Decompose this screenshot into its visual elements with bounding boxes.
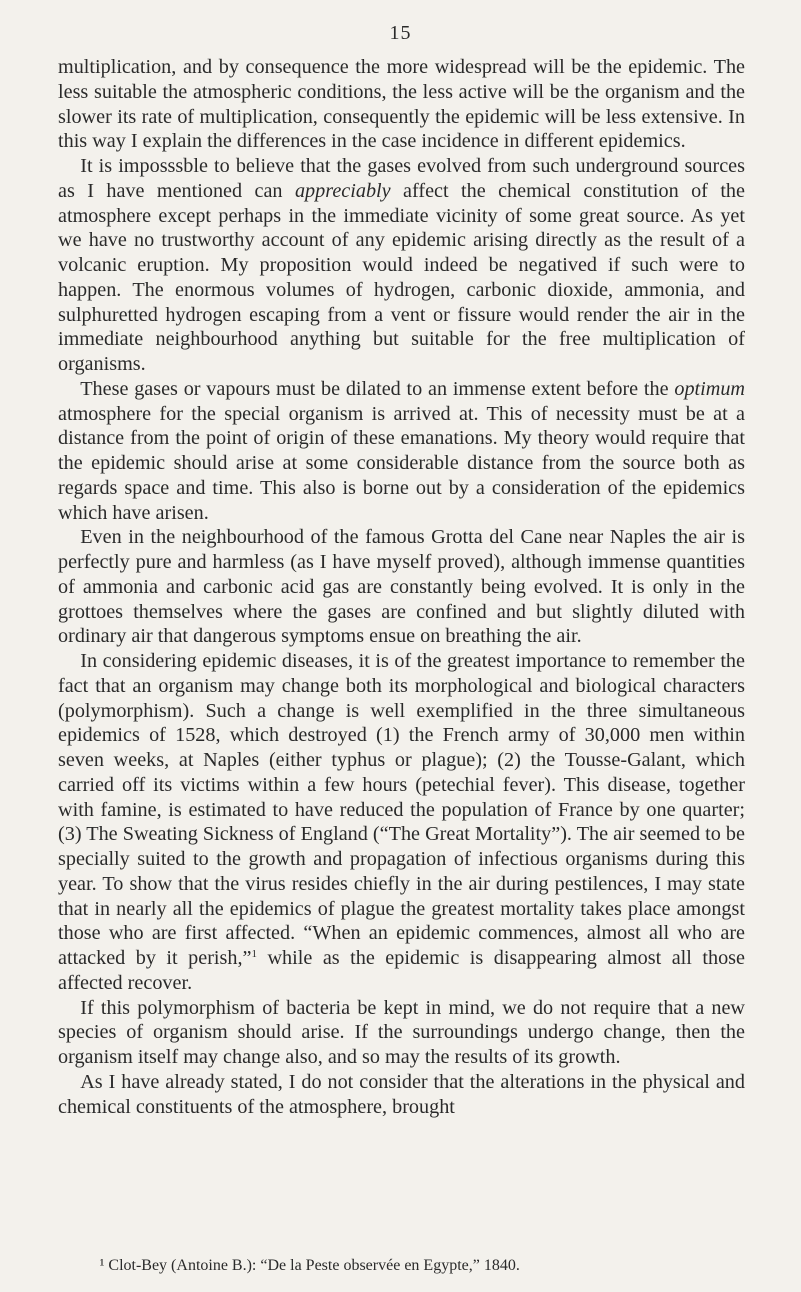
text-run: As I have already stated, I do not consider that the alterations in the physical and chemical constituents of the atmosphere, brought: [58, 1070, 745, 1118]
paragraph: [58, 649, 745, 996]
text-run: Even in the neighbourhood of the famous Grotta del Cane near Naples the air is perfectly pure and harmless (as I have myself proved), although immense quantities of ammonia and carbonic acid gas are constantly being evolved. It is only in the grottoes themselves where the gases are confined and but slightly diluted with ordinary air that dangerous symptoms ensue on breathing the air.: [58, 526, 745, 648]
text-run: These gases or vapours must be dilated to an immense extent before the: [80, 377, 675, 400]
text-run: In considering epidemic diseases, it is of the greatest importance to remember the fact that an organism may change both its morphological and biological characters (polymorphism). Such a change is well exemplified in the three simultaneous epidemics of 1528, which destroyed (1) the French army of 30,000 men within seven weeks, at Naples (either typhus or plague); (2) the Tousse-Galant, which carried off its victims within a few hours (petechial fever). This disease, together with famine, is estimated to have reduced the population of France by one quarter; (3) The Sweating Sickness of England (“The Great Mortality”). The air seemed to be specially suited to the growth and propagation of infectious organisms during this year. To show that the virus resides chiefly in the air during pestilences, I may state that in nearly all the epidemics of plague the greatest mortality takes place amongst those who are first affected. “When an epidemic commences, almost all who are attacked by it perish,”: [58, 650, 745, 969]
text-run: while as the epidemic is disappearing almost all those affected recover.: [58, 947, 745, 994]
paragraph: [58, 154, 745, 377]
paragraph: [58, 996, 745, 1070]
body-text: [58, 55, 745, 1119]
paragraph: [58, 1070, 745, 1120]
footnote: ¹ Clot-Bey (Antoine B.): “De la Peste observée en Egypte,” 1840.: [99, 1257, 520, 1274]
paragraph: [58, 55, 745, 154]
page-number: 15: [389, 22, 412, 44]
italic-term: optimum: [674, 377, 745, 400]
text-run: It is imposssble to believe that the gases evolved from such underground sources as I have mentioned can: [58, 155, 745, 202]
text-run: atmosphere for the special organism is arrived at. This of necessity must be at a distance from the point of origin of these emanations. My theory would require that the epidemic should arise at some considerable distance from the source both as regards space and time. This also is borne out by a consideration of the epidemics which have arisen.: [58, 402, 745, 524]
paragraph: [58, 377, 745, 526]
text-run: affect the chemical constitution of the atmosphere except perhaps in the immediate vicinity of some great source. As yet we have no trustworthy account of any epidemic arising directly as the result of a volcanic eruption. My proposition would indeed be negatived if such were to happen. The enormous volumes of hydrogen, carbonic dioxide, ammonia, and sulphuretted hydrogen escaping from a vent or fissure would render the air in the immediate neighbourhood anything but suitable for the free multiplication of organisms.: [58, 179, 745, 375]
text-run: If this polymorphism of bacteria be kept in mind, we do not require that a new species of organism should arise. If the surroundings undergo change, then the organism itself may change also, and so may the results of its growth.: [58, 996, 745, 1068]
text-run: multiplication, and by consequence the more widespread will be the epidemic. The less suitable the atmospheric conditions, the less active will be the organism and the slower its rate of multiplication, consequently the epidemic will be less extensive. In this way I explain the differences in the case incidence in different epidemics.: [58, 56, 745, 153]
paragraph: [58, 525, 745, 649]
footnote-marker: 1: [251, 948, 257, 960]
italic-term: appreciably: [294, 179, 391, 202]
